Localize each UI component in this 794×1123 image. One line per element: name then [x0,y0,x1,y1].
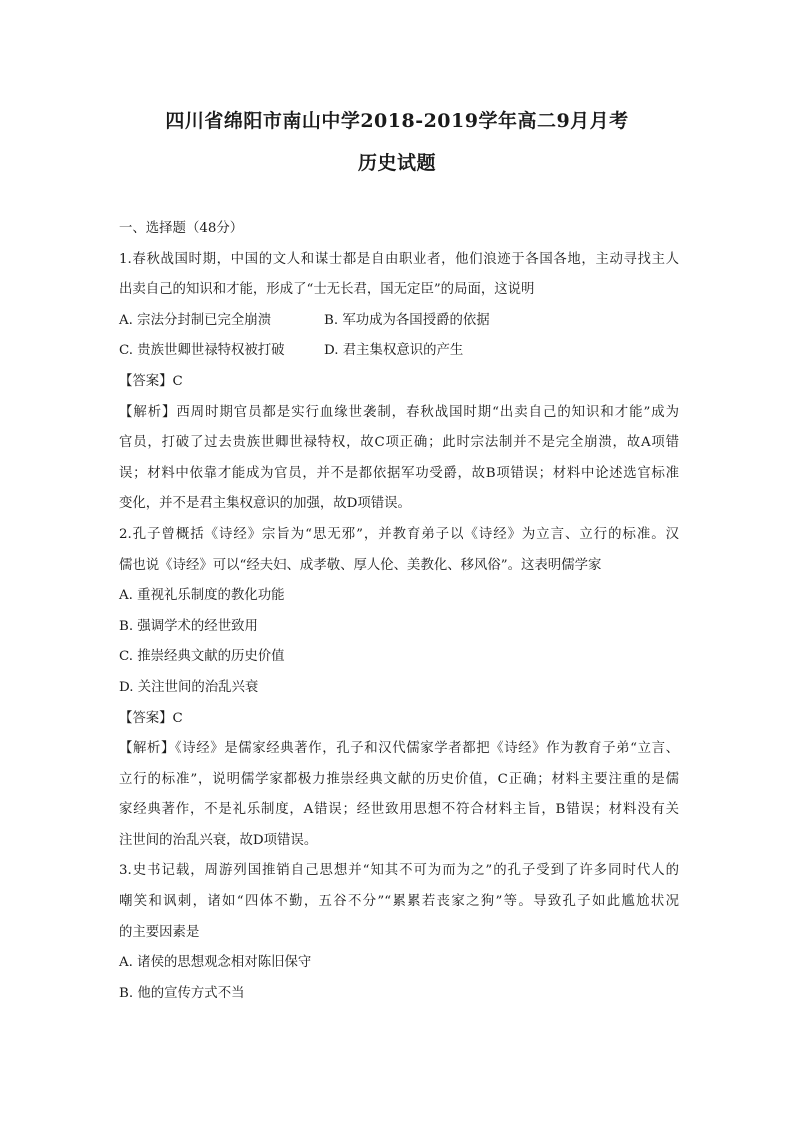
q3-stem-line-2: 嘲笑和讽刺，诸如“四体不勤，五谷不分”“累累若丧家之狗”等。导致孔子如此尴尬状况 [119,894,679,910]
q1-analysis-line-1: 【解析】西周时期官员都是实行血缘世袭制，春秋战国时期“出卖自己的知识和才能”成为 [119,404,679,420]
q2-option-d: D. 关注世间的治乱兴衰 [119,679,259,695]
q2-analysis-line-1: 【解析】《诗经》是儒家经典著作，孔子和汉代儒家学者都把《诗经》作为教育子弟“立言、 [119,741,679,757]
exam-subject-title: 历史试题 [357,152,436,174]
q2-stem-line-2: 儒也说《诗经》可以“经夫妇、成孝敬、厚人伦、美教化、移风俗”。这表明儒学家 [119,557,602,573]
q2-analysis-line-2: 立行的标准”，说明儒学家都极力推崇经典文献的历史价值，C正确；材料主要注重的是儒 [119,771,679,787]
q3-option-b: B. 他的宣传方式不当 [119,985,245,1001]
q1-analysis-line-2: 官员，打破了过去贵族世卿世禄特权，故C项正确；此时宗法制并不是完全崩溃，故A项错 [119,435,679,451]
q2-answer: 【答案】C [119,710,183,726]
q1-option-b: B. 军功成为各国授爵的依据 [324,312,490,328]
q1-options-row-1 [119,306,679,337]
q1-analysis-line-4: 变化，并不是君主集权意识的加强，故D项错误。 [119,496,411,512]
q2-option-b: B. 强调学术的经世致用 [119,618,258,634]
q1-analysis-line-3: 误；材料中依靠才能成为官员，并不是都依据军功受爵，故B项错误；材料中论述选官标准 [119,465,679,481]
q3-stem-line-3: 的主要因素是 [119,924,200,940]
exam-title: 四川省绵阳市南山中学2018-2019学年高二9月月考 [165,110,629,132]
section-heading: 一、选择题（48分） [119,221,244,236]
q2-option-a: A. 重视礼乐制度的教化功能 [119,588,285,604]
q2-analysis-line-3: 家经典著作，不是礼乐制度，A错误；经世致用思想不符合材料主旨，B错误；材料没有关 [119,802,679,818]
q3-option-a: A. 诸侯的思想观念相对陈旧保守 [119,955,312,971]
q1-answer: 【答案】C [119,373,183,389]
q1-stem-line-1: 1.春秋战国时期，中国的文人和谋士都是自由职业者，他们浪迹于各国各地，主动寻找主人 [119,251,679,267]
q1-option-c: C. 贵族世卿世禄特权被打破 [119,343,285,359]
q2-analysis-line-4: 注世间的治乱兴衰，故D项错误。 [119,832,318,848]
q1-options-row-2 [119,336,679,367]
q1-option-d: D. 君主集权意识的产生 [324,343,464,359]
q1-stem-line-2: 出卖自己的知识和才能，形成了“士无长君，国无定臣”的局面，这说明 [119,282,535,298]
q3-stem-line-1: 3.史书记载，周游列国推销自己思想并“知其不可为而为之”的孔子受到了许多同时代人的 [119,863,679,879]
q1-option-a: A. 宗法分封制已完全崩溃 [119,312,272,328]
q2-option-c: C. 推崇经典文献的历史价值 [119,649,285,665]
exam-content [119,214,679,1009]
q2-stem-line-1: 2.孔子曾概括《诗经》宗旨为“思无邪”，并教育弟子以《诗经》为立言、立行的标准。汉 [119,526,679,542]
